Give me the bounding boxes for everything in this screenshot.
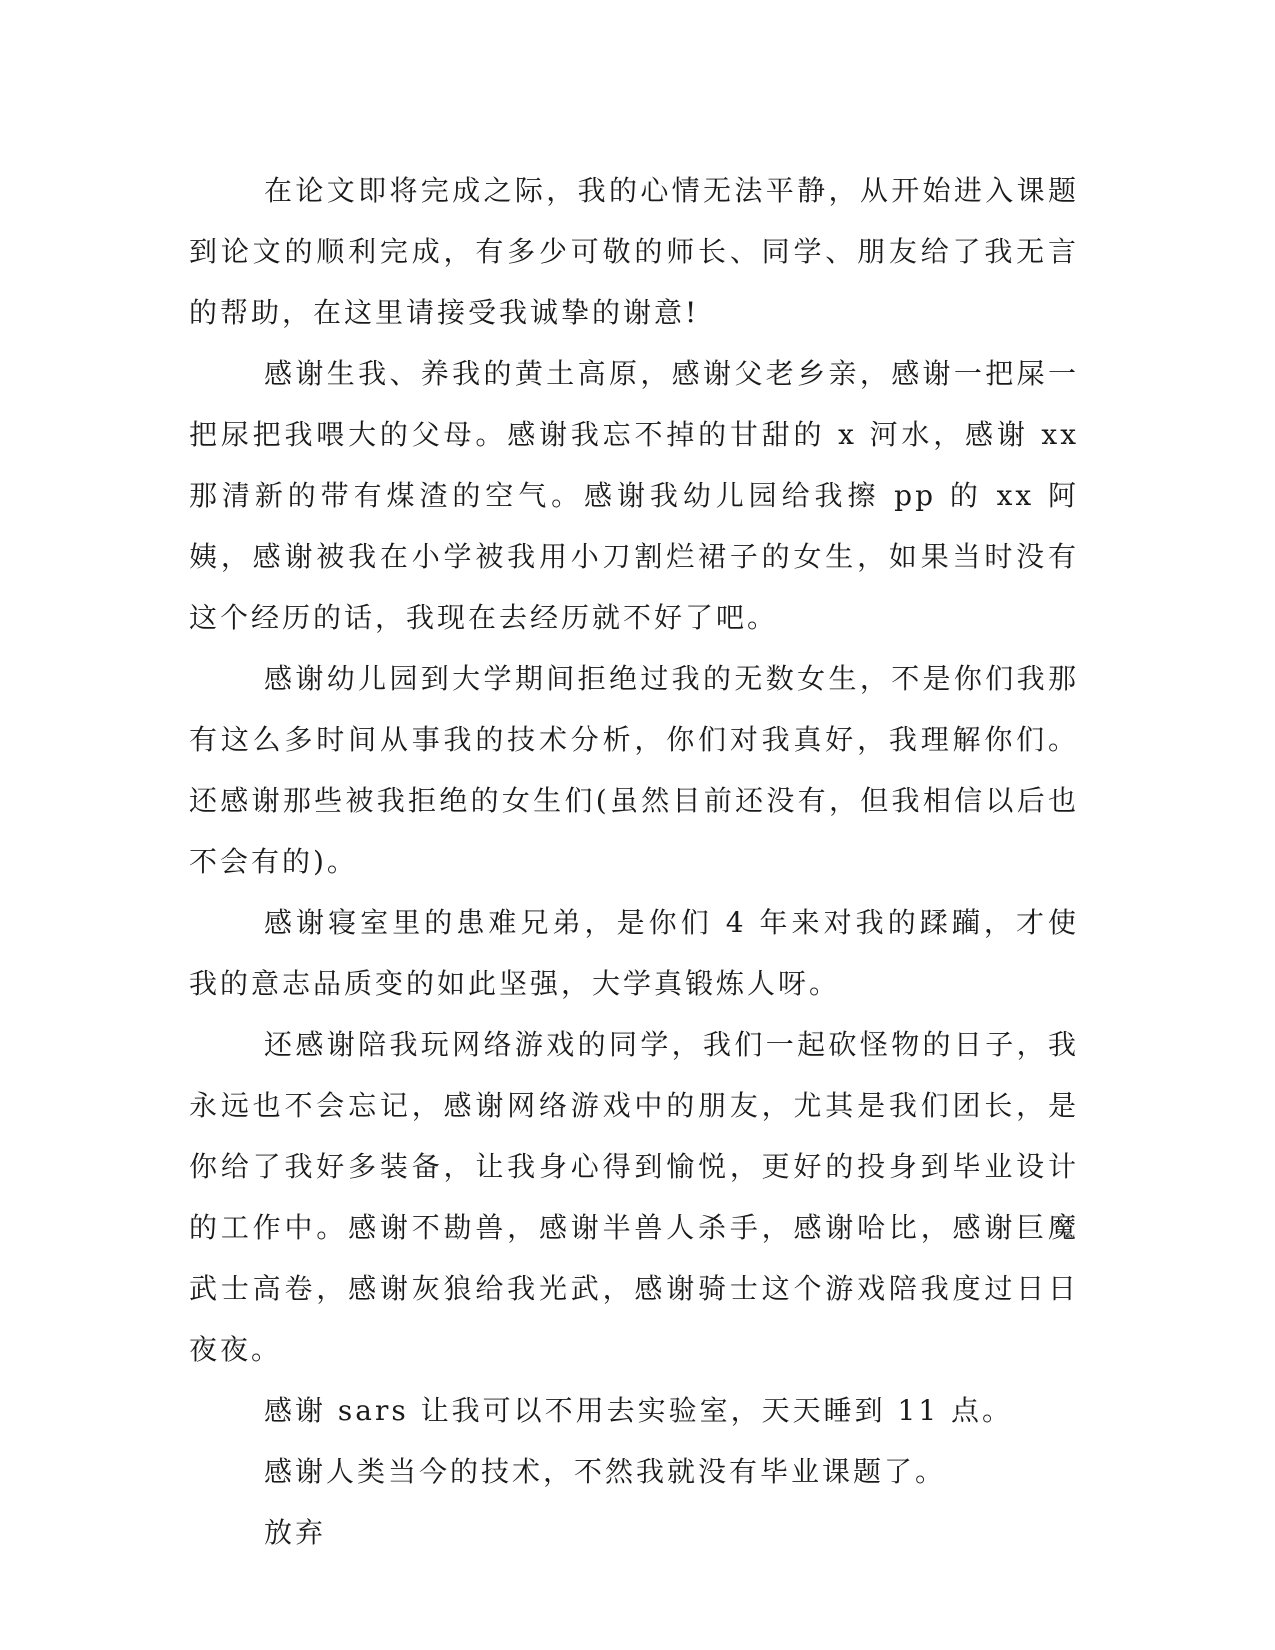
document-body — [189, 160, 1079, 1563]
paragraph-thanks-roommates: 感谢寝室里的患难兄弟，是你们 4 年来对我的蹂躏，才使我的意志品质变的如此坚强，大学真锻炼人呀。 — [189, 906, 1079, 1000]
paragraph-thanks-sars: 感谢 sars 让我可以不用去实验室，天天睡到 11 点。 — [264, 1394, 1014, 1427]
paragraph-intro: 在论文即将完成之际，我的心情无法平静，从开始进入课题到论文的顺利完成，有多少可敬的师长、同学、朋友给了我无言的帮助，在这里请接受我诚挚的谢意! — [189, 174, 1079, 329]
paragraph-thanks-girls: 感谢幼儿园到大学期间拒绝过我的无数女生，不是你们我那有这么多时间从事我的技术分析，你们对我真好，我理解你们。还感谢那些被我拒绝的女生们(虽然目前还没有，但我相信以后也不会有的)。 — [189, 662, 1079, 878]
paragraph-thanks-family: 感谢生我、养我的黄土高原，感谢父老乡亲，感谢一把屎一把尿把我喂大的父母。感谢我忘不掉的甘甜的 x 河水，感谢 xx 那清新的带有煤渣的空气。感谢我幼儿园给我擦 pp 的 xx 阿姨，感谢被我在小学被我用小刀割烂裙子的女生，如果当时没有这个经历的话，我现在去经历就不好了吧。 — [189, 357, 1079, 634]
paragraph-thanks-technology: 感谢人类当今的技术，不然我就没有毕业课题了。 — [264, 1455, 947, 1488]
paragraph-thanks-gaming: 还感谢陪我玩网络游戏的同学，我们一起砍怪物的日子，我永远也不会忘记，感谢网络游戏中的朋友，尤其是我们团长，是你给了我好多装备，让我身心得到愉悦，更好的投身到毕业设计的工作中。感谢不勘兽，感谢半兽人杀手，感谢哈比，感谢巨魔武士高卷，感谢灰狼给我光武，感谢骑士这个游戏陪我度过日日夜夜。 — [189, 1028, 1079, 1366]
paragraph-give-up: 放弃 — [264, 1516, 327, 1549]
